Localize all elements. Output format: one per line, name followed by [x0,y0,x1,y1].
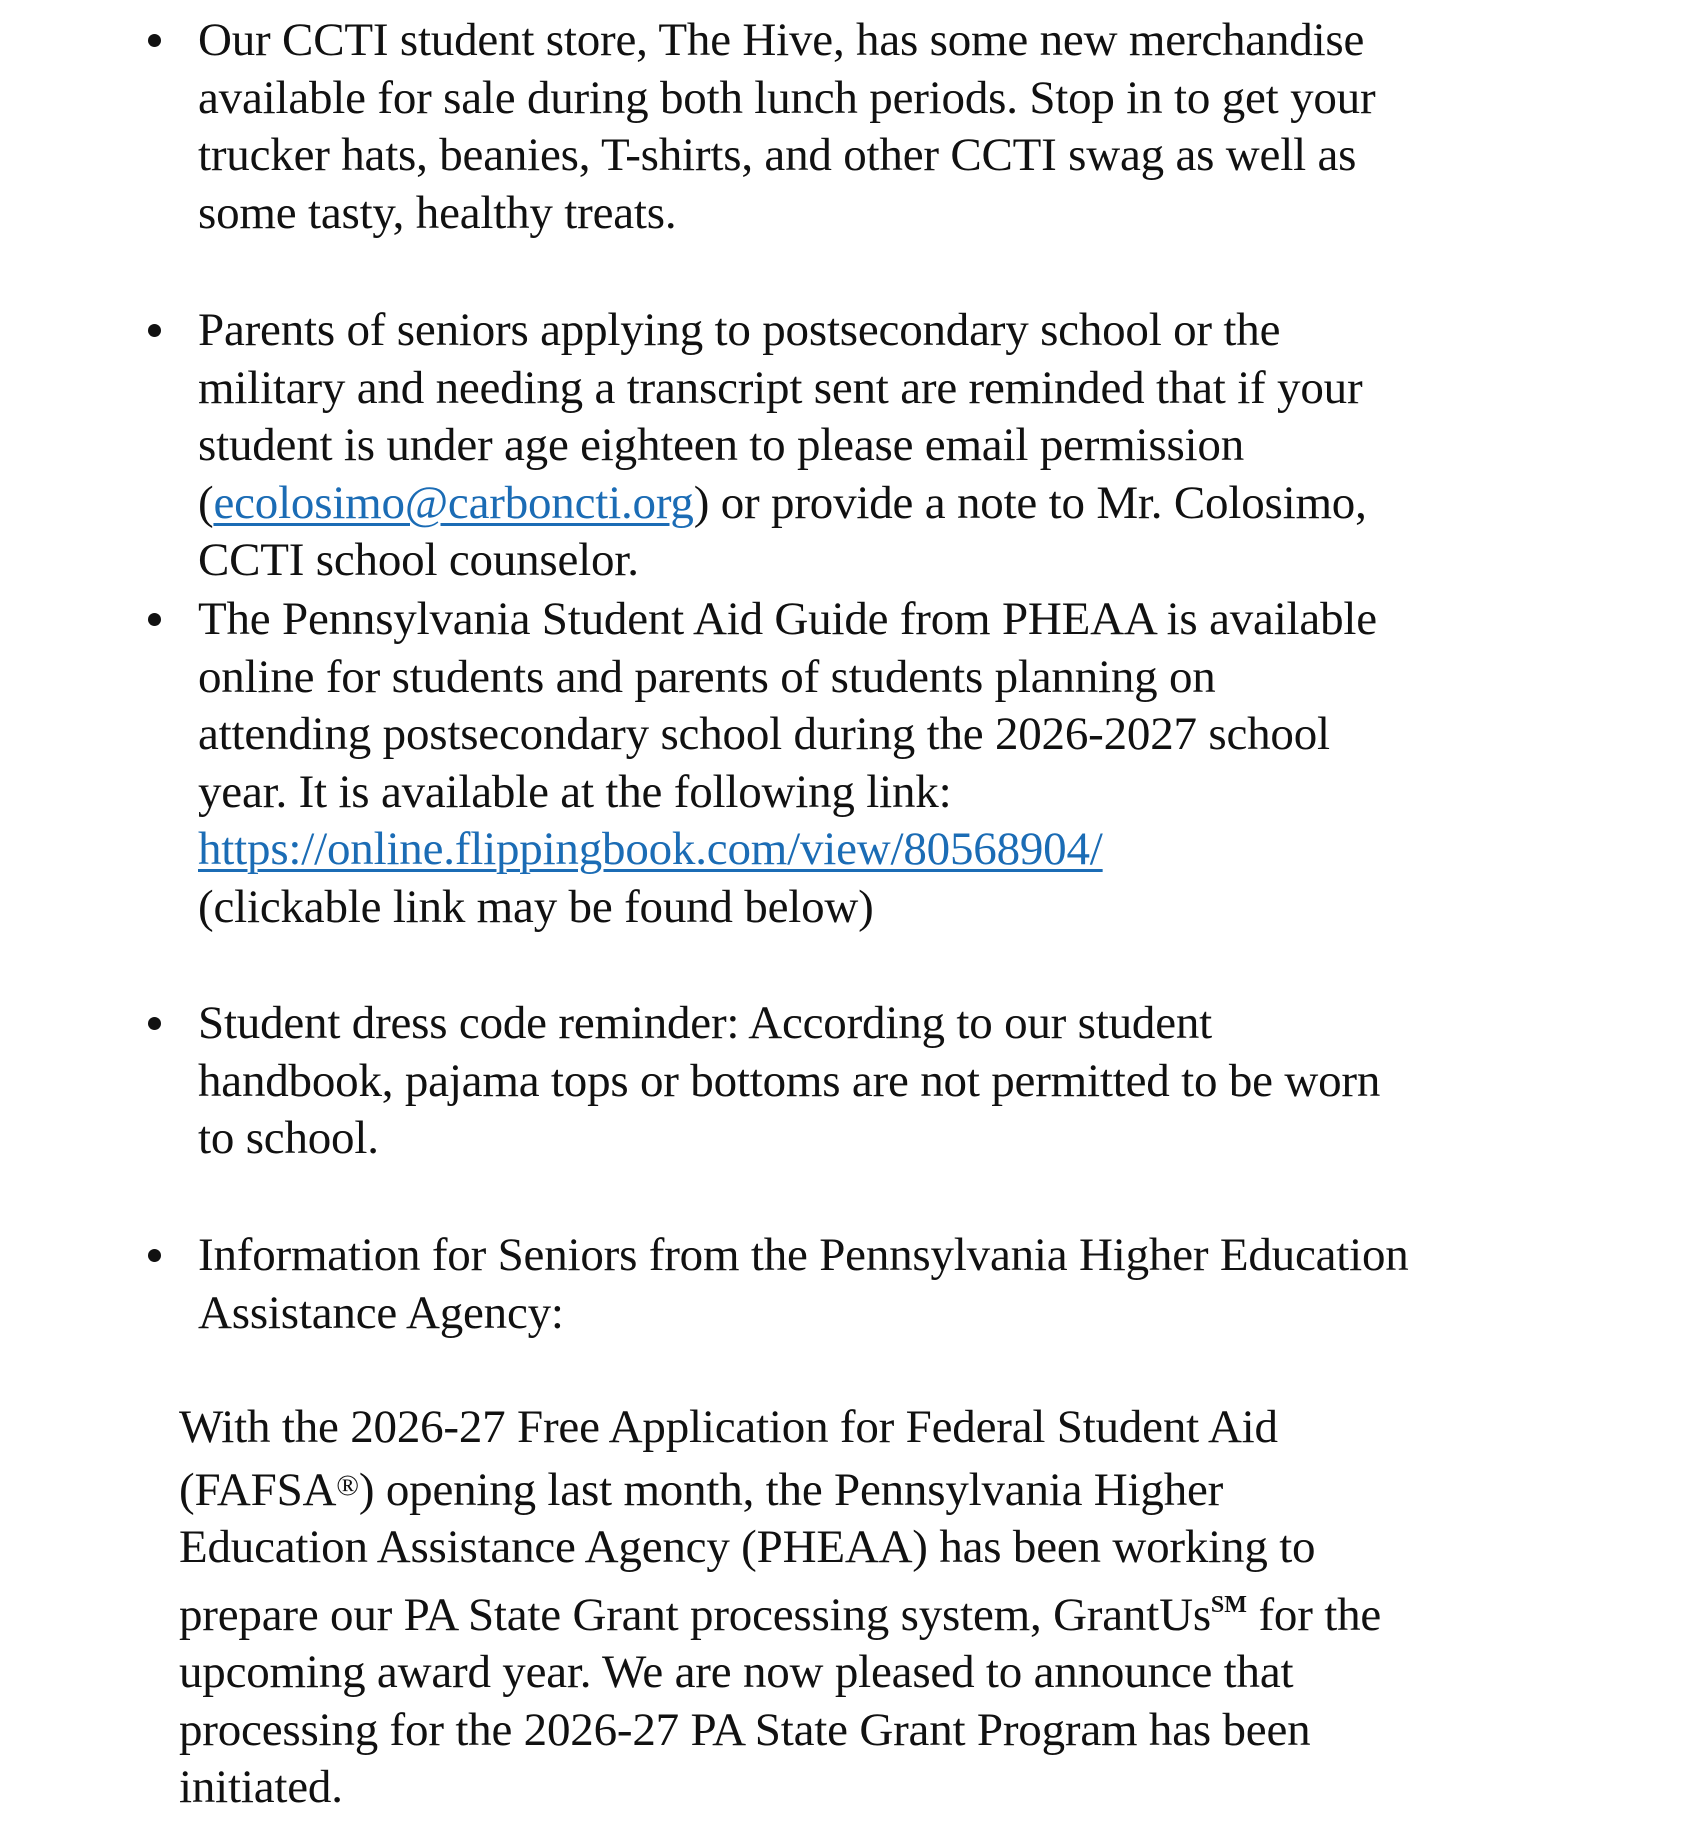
bullet-dress-code [198,995,1598,1168]
text-line: some tasty, healthy treats. [198,186,677,239]
text-fragment: (FAFSA [179,1463,337,1516]
text-line: available for sale during both lunch periods. Stop in to get your [198,71,1376,124]
text-line: upcoming award year. We are now pleased to announce that [179,1646,1294,1698]
paren-open: ( [198,476,214,529]
text-line: Parents of seniors applying to postsecondary school or the [198,304,1281,356]
text-fragment: ) or provide a note to Mr. Colosimo, [693,476,1367,529]
text-line: Education Assistance Agency (PHEAA) has been working to [179,1521,1316,1573]
text-line: handbook, pajama tops or bottoms are not permitted to be worn [198,1054,1381,1107]
text-line: Our CCTI student store, The Hive, has some new merchandise [198,14,1365,66]
text-line: (clickable link may be found below) [198,880,874,933]
text-line [179,1577,1619,1645]
text-fragment: for the [1246,1588,1382,1641]
bullet-pheaa-info [198,1227,1598,1342]
bullet-icon [148,1249,161,1262]
student-aid-guide-link[interactable]: https://online.flippingbook.com/view/80568904/ [198,823,1103,875]
text-line: attending postsecondary school during the 2026-2027 school [198,708,1330,760]
text-fragment: ) opening last month, the Pennsylvania Higher [358,1463,1224,1516]
bullet-icon [148,1017,161,1030]
bullet-icon [148,34,161,47]
text-fragment: prepare our PA State Grant processing system, GrantUs [179,1588,1211,1641]
service-mark: SM [1210,1591,1247,1618]
text-line: online for students and parents of students planning on [198,650,1216,703]
text-line: Assistance Agency: [198,1286,564,1339]
bullet-student-store [198,12,1598,242]
registered-mark: ® [336,1468,359,1502]
text-line [198,475,1598,533]
bullet-transcript-reminder [198,302,1598,590]
text-line: trucker hats, beanies, T-shirts, and other CCTI swag as well as [198,129,1357,181]
text-line: CCTI school counselor. [198,534,639,586]
text-line: Student dress code reminder: According to our student [198,997,1213,1049]
text-line: processing for the 2026-27 PA State Grant Program has been [179,1703,1311,1756]
pheaa-announcement-paragraph [179,1399,1619,1817]
bullet-icon [148,324,161,337]
text-line: initiated. [179,1761,343,1813]
text-line: to school. [198,1112,379,1164]
text-line: student is under age eighteen to please email permission [198,419,1245,471]
email-link[interactable]: ecolosimo@carboncti.org [213,476,694,529]
text-line: year. It is available at the following link: [198,765,952,818]
bullet-icon [148,613,161,626]
text-line [198,821,1598,879]
bullet-student-aid-guide [198,591,1598,936]
text-line [179,1457,1619,1520]
text-line: military and needing a transcript sent are reminded that if your [198,361,1363,414]
text-line: The Pennsylvania Student Aid Guide from PHEAA is available [198,593,1377,645]
text-line: With the 2026-27 Free Application for Federal Student Aid [179,1401,1278,1453]
text-line: Information for Seniors from the Pennsylvania Higher Education [198,1229,1409,1281]
